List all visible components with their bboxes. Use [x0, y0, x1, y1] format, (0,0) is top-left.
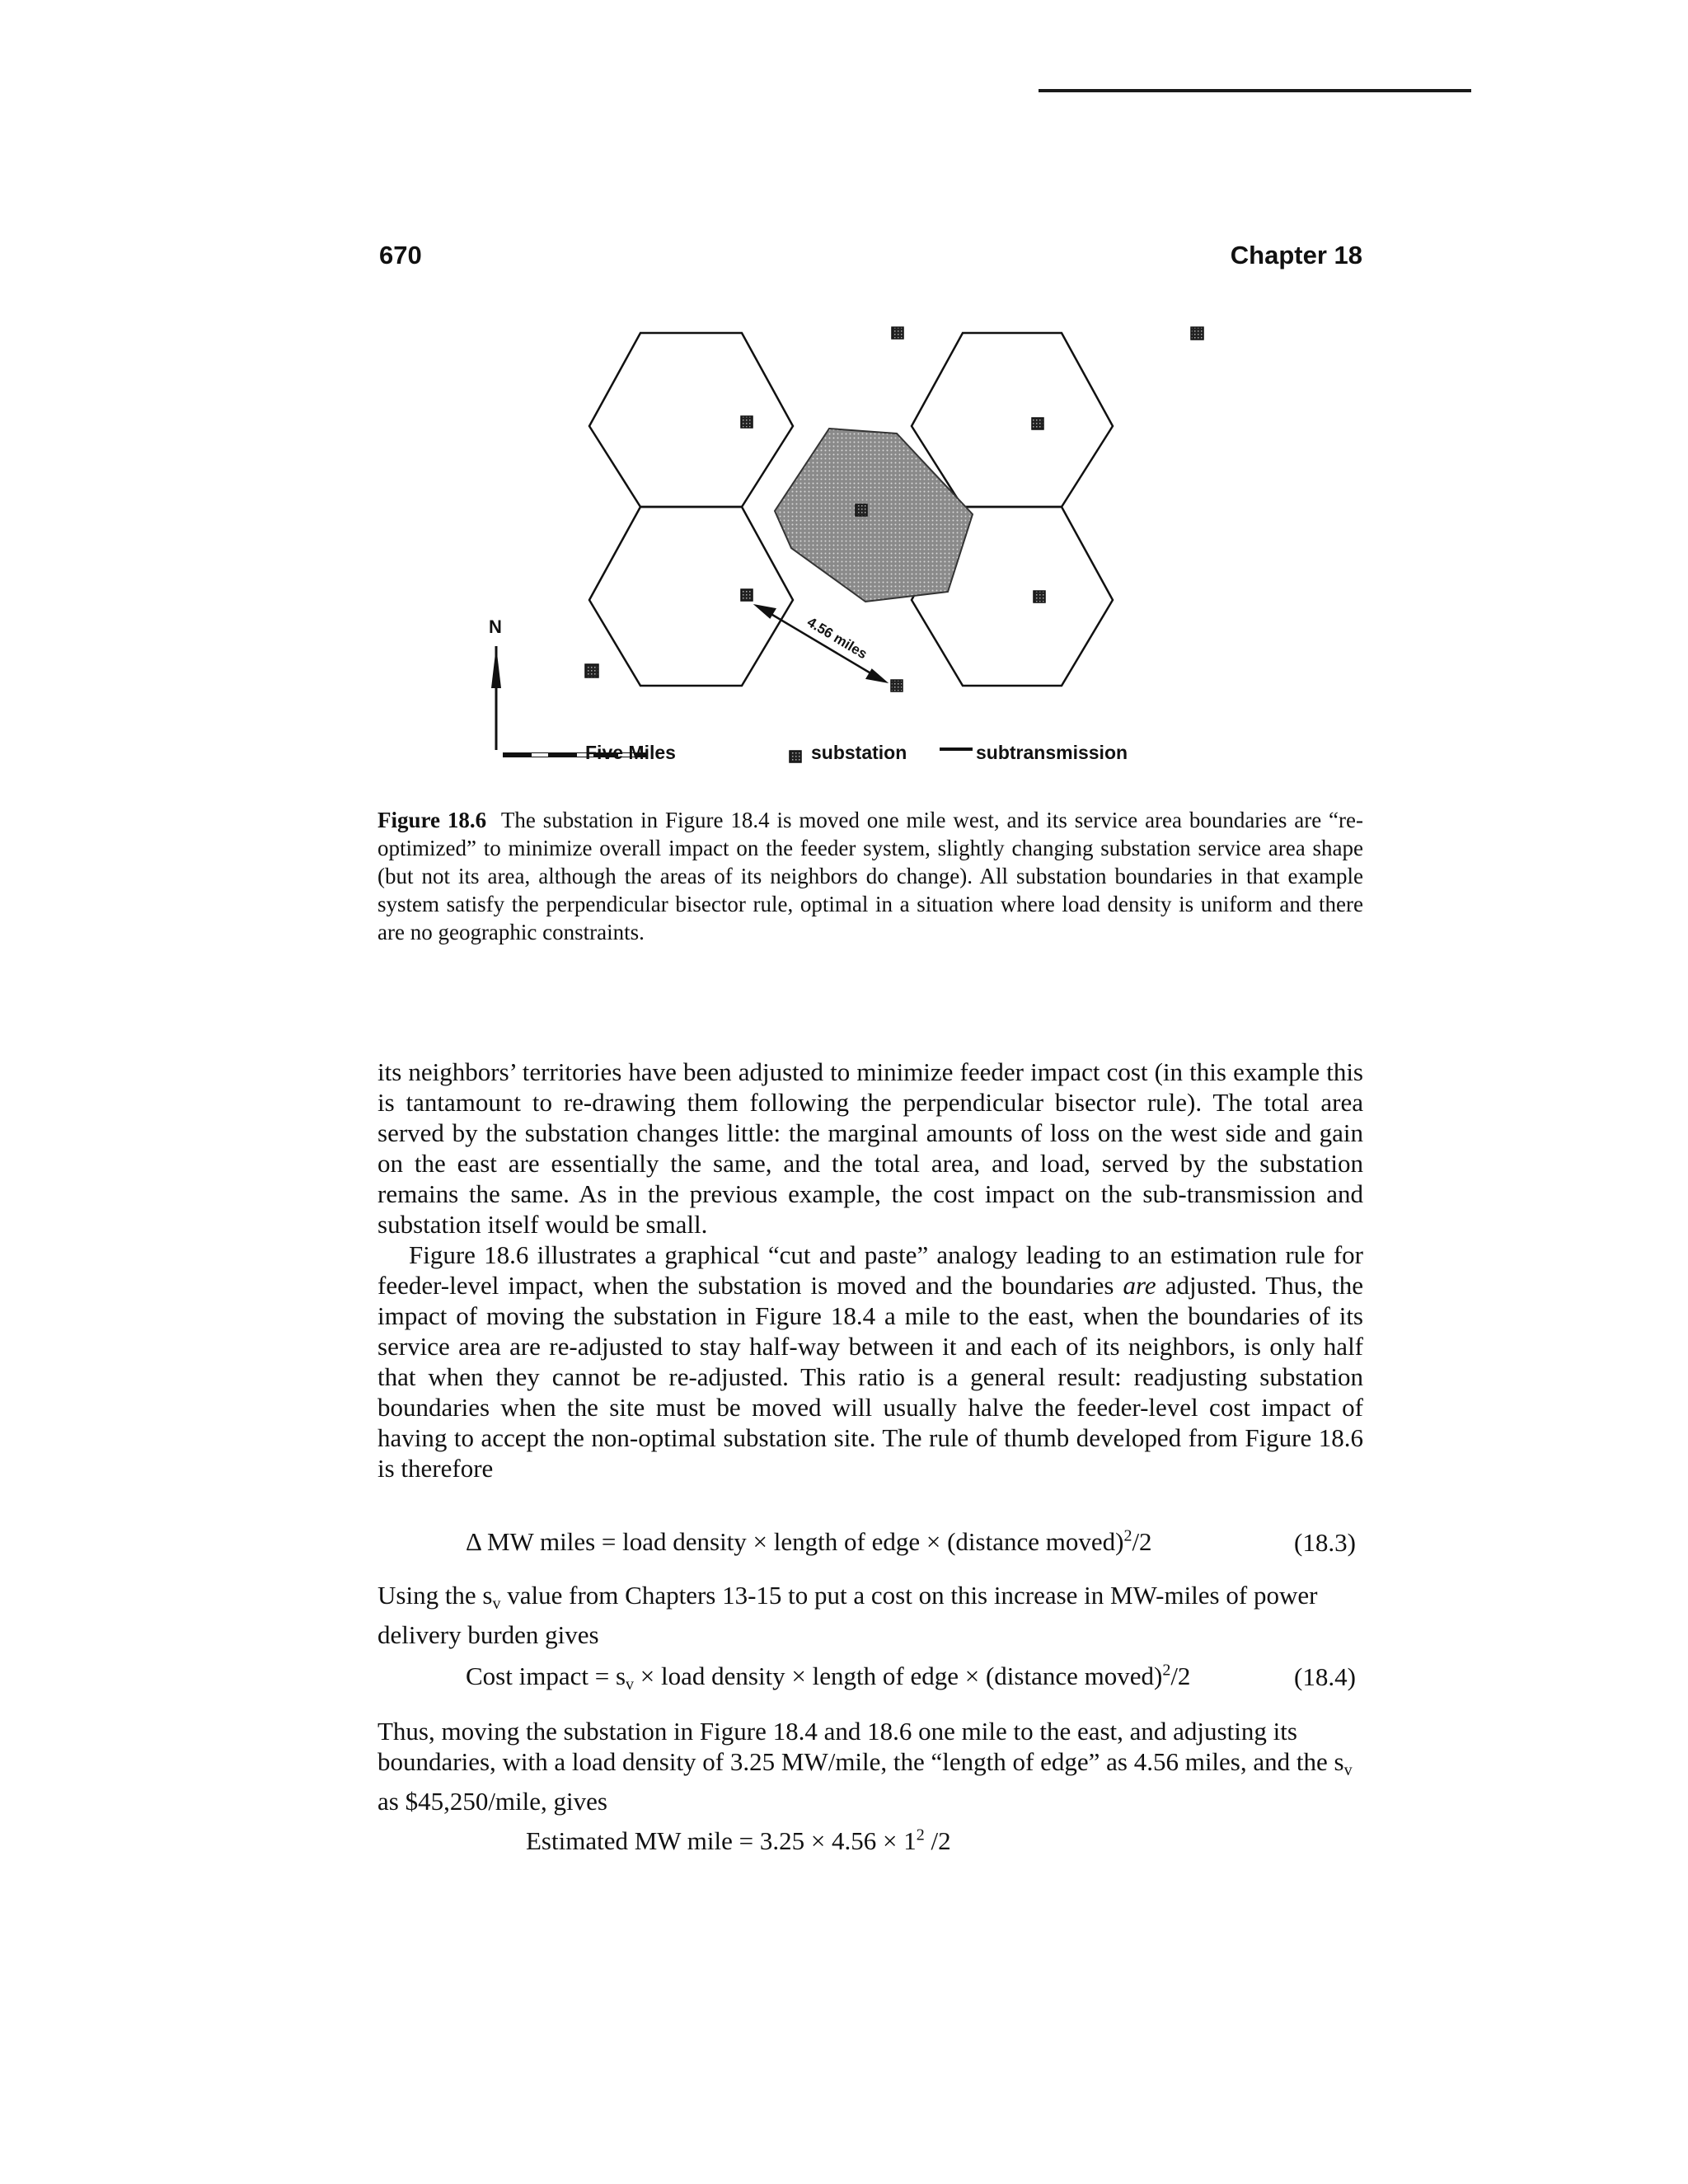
header-rule: [1039, 89, 1471, 92]
service-area-sw: [589, 507, 793, 686]
north-label: N: [489, 616, 502, 637]
paragraph-4: Thus, moving the substation in Figure 18.4 and 18.6 one mile to the east, and adjusting its boundaries, with a load density of 3.25 MW/mile, the “length of edge” as 4.56 miles, and the sv as $45,250/mile, gives: [377, 1717, 1353, 1816]
scale-label: Five Miles: [585, 742, 676, 763]
substation-north: [892, 327, 903, 339]
equation-number-18-4: (18.4): [1294, 1662, 1356, 1691]
paragraph-1: its neighbors’ territories have been adjusted to minimize feeder impact cost (in this example this is tantamount to re-drawing them following the perpendicular bisector rule). The total area served by the substation changes little: the marginal amounts of loss on the west side and gain on the east are essentially the same, and the total area, and load, served by the substation remains the same. As in the previous example, the cost impact on the sub-transmission and substation itself would be small.: [377, 1057, 1363, 1239]
chapter-title: Chapter 18: [1230, 241, 1362, 269]
substation-nw: [741, 416, 753, 428]
paragraph-3: Using the sv value from Chapters 13-15 to put a cost on this increase in MW-miles of power delivery burden gives: [377, 1581, 1318, 1649]
substation-center: [856, 504, 867, 516]
edge-length-label: 4.56 miles: [804, 614, 870, 663]
substation-sw: [741, 589, 753, 601]
legend-substation-icon: [790, 751, 801, 762]
substation-south: [891, 680, 903, 691]
figure-caption: [377, 806, 1363, 946]
page-number: 670: [379, 241, 422, 269]
arrowhead-east: [867, 670, 885, 682]
equation-18-4: Cost impact = sv × load density × length of edge × (distance moved)$^2$/2: [466, 1661, 1191, 1694]
substation-map-figure: [489, 313, 1434, 799]
substation-west: [585, 664, 598, 677]
equation-18-3: Δ MW miles = load density × length of edge × (distance moved)$^2$/2: [466, 1526, 1152, 1556]
service-area-nw: [589, 333, 793, 507]
substation-far-east: [1191, 327, 1203, 340]
substation-se: [1034, 591, 1045, 602]
center-service-area: [775, 429, 973, 602]
legend-substation-label: substation: [811, 742, 907, 763]
equation-estimate: Estimated MW mile = $3.25 \times 4.56 \times 1^2$ /2: [526, 1825, 951, 1855]
body-text: [377, 1057, 1363, 1483]
caption-text: The substation in Figure 18.4 is moved one mile west, and its service area boundaries are “re-optimized” to minimize overall impact on the feeder system, slightly changing substation service area shape (but not its area, although the areas of its neighbors do change). All substation boundaries in that example system satisfy the perpendicular bisector rule, optimal in a situation where load density is uniform and there are no geographic constraints.: [377, 808, 1364, 944]
paragraph-2: Figure 18.6 illustrates a graphical “cut and paste” analogy leading to an estimation rule for feeder-level impact, when the substation is moved and the boundaries are adjusted. Thus, the impact of moving the substation in Figure 18.4 a mile to the east, when the boundaries of its service area are re-adjusted to stay half-way between it and each of its neighbors, is only half that when they cannot be re-adjusted. This ratio is a general result: readjusting substation boundaries when the site must be moved will usually halve the feeder-level cost impact of having to accept the non-optimal substation site. The rule of thumb developed from Figure 18.6 is therefore: [377, 1240, 1364, 1483]
caption-label: Figure 18.6: [377, 808, 487, 832]
equation-number-18-3: (18.3): [1294, 1528, 1356, 1557]
legend-subtransmission-label: subtransmission: [976, 742, 1128, 763]
arrowhead-west: [757, 606, 775, 617]
substation-ne: [1032, 418, 1043, 429]
